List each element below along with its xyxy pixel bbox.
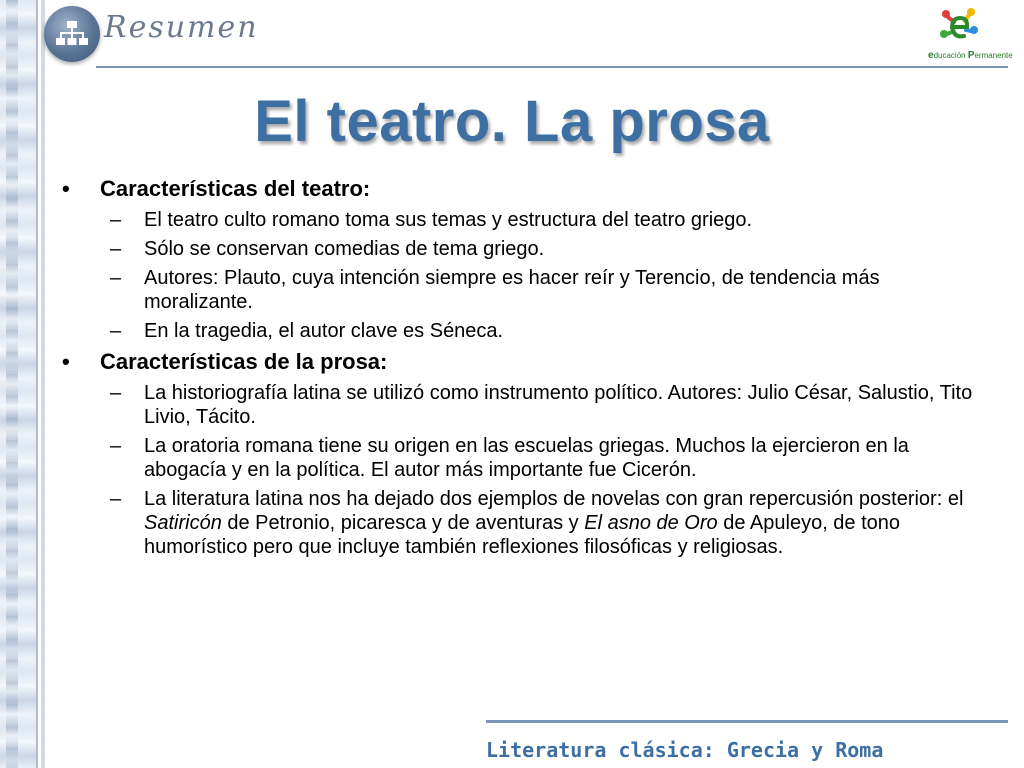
sub-list	[60, 208, 980, 343]
slide-title: El teatro. La prosa	[254, 89, 770, 154]
slide-content	[60, 176, 980, 565]
dash-marker: –	[110, 488, 122, 510]
educacion-permanente-logo	[928, 4, 1012, 66]
logo-caption: educación Permanente	[928, 50, 1013, 61]
dash-marker: –	[110, 267, 122, 289]
dash-marker: –	[110, 238, 122, 260]
list-item: – La historiografía latina se utilizó como instrumento político. Autores: Julio César, Salustio, Tito Livio, Tácito.	[110, 382, 973, 428]
people-e-icon	[938, 6, 980, 46]
bullet-marker: •	[62, 349, 70, 374]
list-item: – La oratoria romana tiene su origen en las escuelas griegas. Muchos la ejercieron en la abogacía y en la política. El autor más importante fue Cicerón.	[110, 435, 909, 481]
list-item: – La literatura latina nos ha dejado dos ejemplos de novelas con gran repercusión posterior: el Satiricón de Petronio, picaresca y de aventuras y El asno de Oro de Apuleyo, de tono humorístico pero que incluye también reflexiones filosóficas y religiosas.	[110, 488, 964, 558]
bullet-heading	[60, 349, 980, 375]
section-heading: Características del teatro:	[100, 176, 371, 201]
sub-list	[60, 381, 980, 559]
list-item: – El teatro culto romano toma sus temas y estructura del teatro griego.	[110, 209, 753, 231]
header-divider	[96, 66, 1008, 68]
dash-marker: –	[110, 435, 122, 457]
section-teatro	[60, 176, 980, 343]
dash-marker: –	[110, 209, 122, 231]
list-item: – En la tragedia, el autor clave es Séneca.	[110, 320, 504, 342]
footer-divider	[486, 720, 1008, 723]
section-prosa	[60, 349, 980, 559]
list-item: – Sólo se conservan comedias de tema griego.	[110, 238, 545, 260]
dash-marker: –	[110, 320, 122, 342]
header-title: Resumen	[104, 10, 259, 45]
section-heading: Características de la prosa:	[100, 349, 388, 374]
list-item: – Autores: Plauto, cuya intención siempre es hacer reír y Terencio, de tendencia más moralizante.	[110, 267, 880, 313]
footer-title: Literatura clásica: Grecia y Roma	[486, 738, 884, 762]
bullet-marker: •	[62, 176, 70, 201]
dash-marker: –	[110, 382, 122, 404]
book-title-satiricon: Satiricón	[144, 512, 222, 534]
bullet-heading	[60, 176, 980, 202]
sitemap-icon	[44, 6, 100, 62]
book-title-asno-de-oro: El asno de Oro	[584, 512, 718, 534]
